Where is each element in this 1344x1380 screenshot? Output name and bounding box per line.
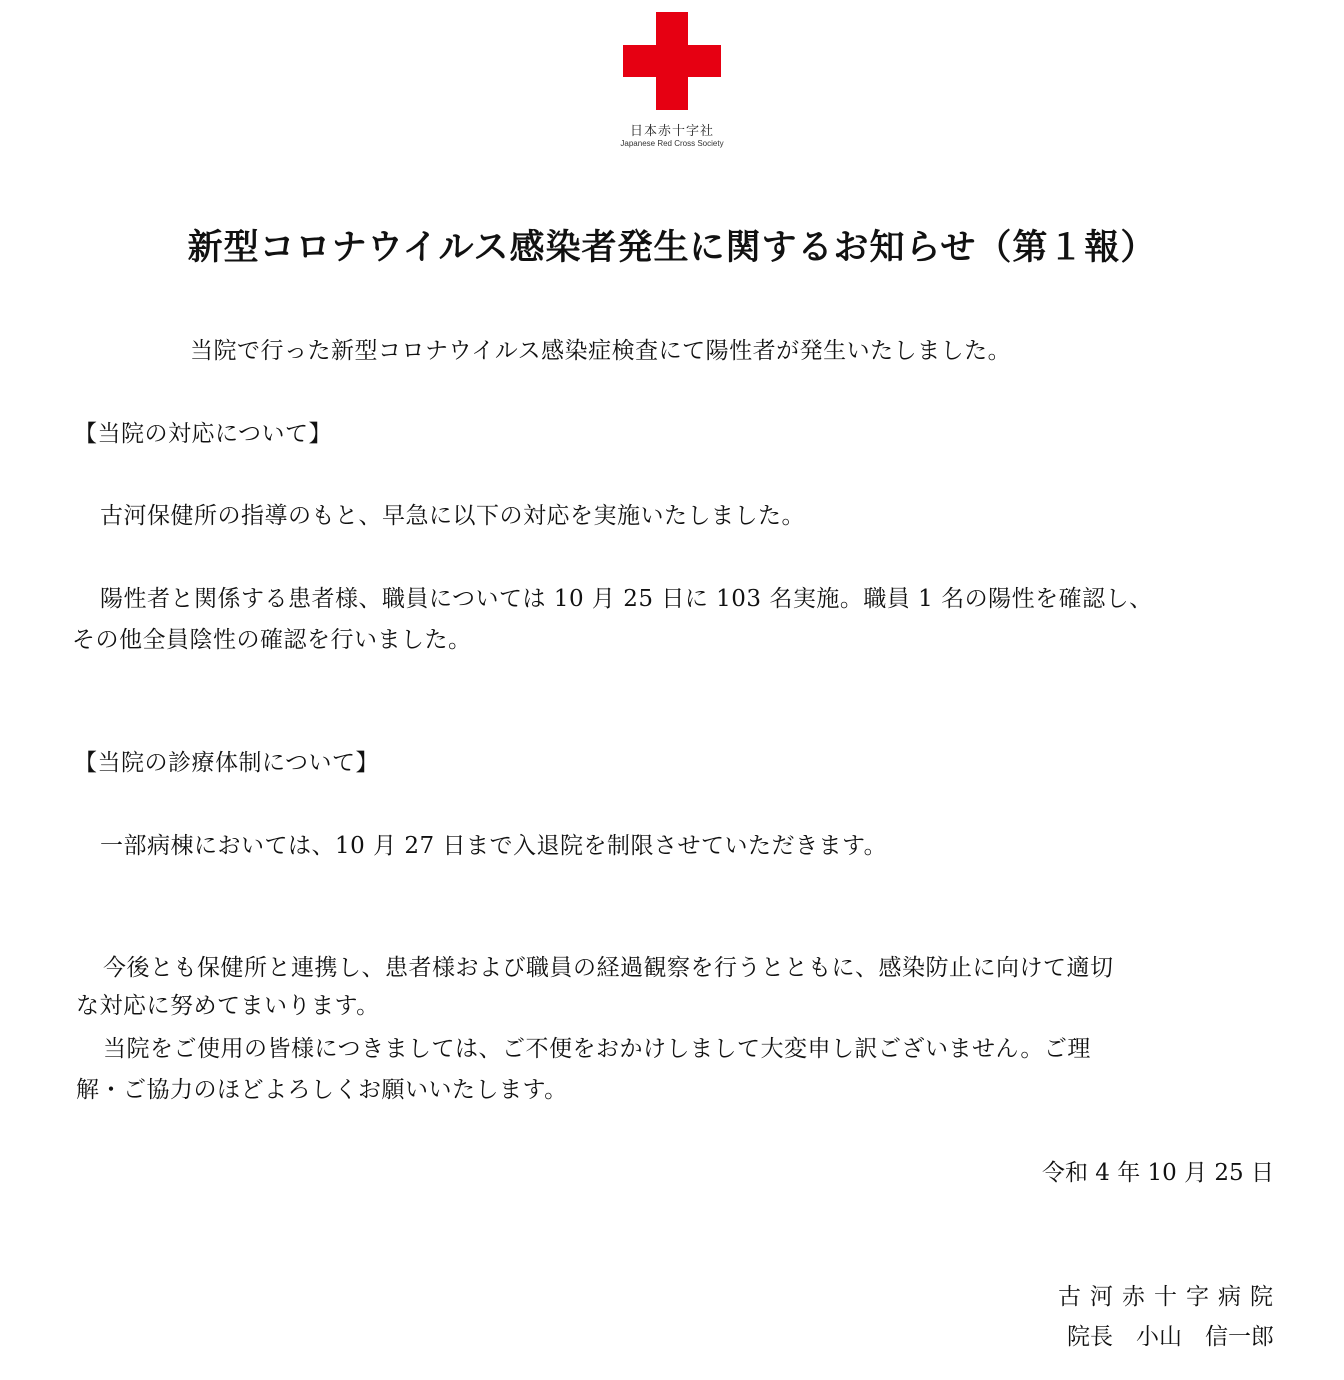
response-paragraph-2-line-2: その他全員陰性の確認を行いました。 (72, 627, 472, 653)
response-paragraph-2-line-1: 陽性者と関係する患者様、職員については 10 月 25 日に 103 名実施。職員 1 名の陽性を確認し、 (100, 586, 1153, 612)
response-paragraph-1: 古河保健所の指導のもと、早急に以下の対応を実施いたしました。 (100, 503, 805, 529)
notice-date: 令和 4 年 10 月 25 日 (1041, 1160, 1274, 1186)
care-paragraph: 一部病棟においては、10 月 27 日まで入退院を制限させていただきます。 (100, 833, 888, 859)
closing-line-2: な対応に努めてまいります。 (76, 993, 380, 1019)
hospital-name: 古河赤十字病院 (1058, 1284, 1282, 1310)
red-cross-icon (623, 12, 721, 110)
page-title: 新型コロナウイルス感染者発生に関するお知らせ（第１報） (187, 227, 1157, 268)
closing-line-1: 今後とも保健所と連携し、患者様および職員の経過観察を行うとともに、感染防止に向けて適切 (103, 955, 1114, 981)
section-heading-care: 【当院の診療体制について】 (74, 750, 380, 776)
logo-name-jp: 日本赤十字社 (629, 124, 714, 139)
section-heading-response: 【当院の対応について】 (74, 421, 333, 447)
logo-name-en: Japanese Red Cross Society (620, 139, 724, 148)
closing-line-3: 当院をご使用の皆様につきましては、ご不便をおかけしまして大変申し訳ございません。ご理 (103, 1036, 1091, 1062)
director-name: 院長 小山 信一郎 (1067, 1324, 1274, 1350)
closing-line-4: 解・ご協力のほどよろしくお願いいたします。 (76, 1077, 568, 1103)
logo (0, 12, 1344, 149)
intro-text: 当院で行った新型コロナウイルス感染症検査にて陽性者が発生いたしました。 (190, 338, 1012, 364)
